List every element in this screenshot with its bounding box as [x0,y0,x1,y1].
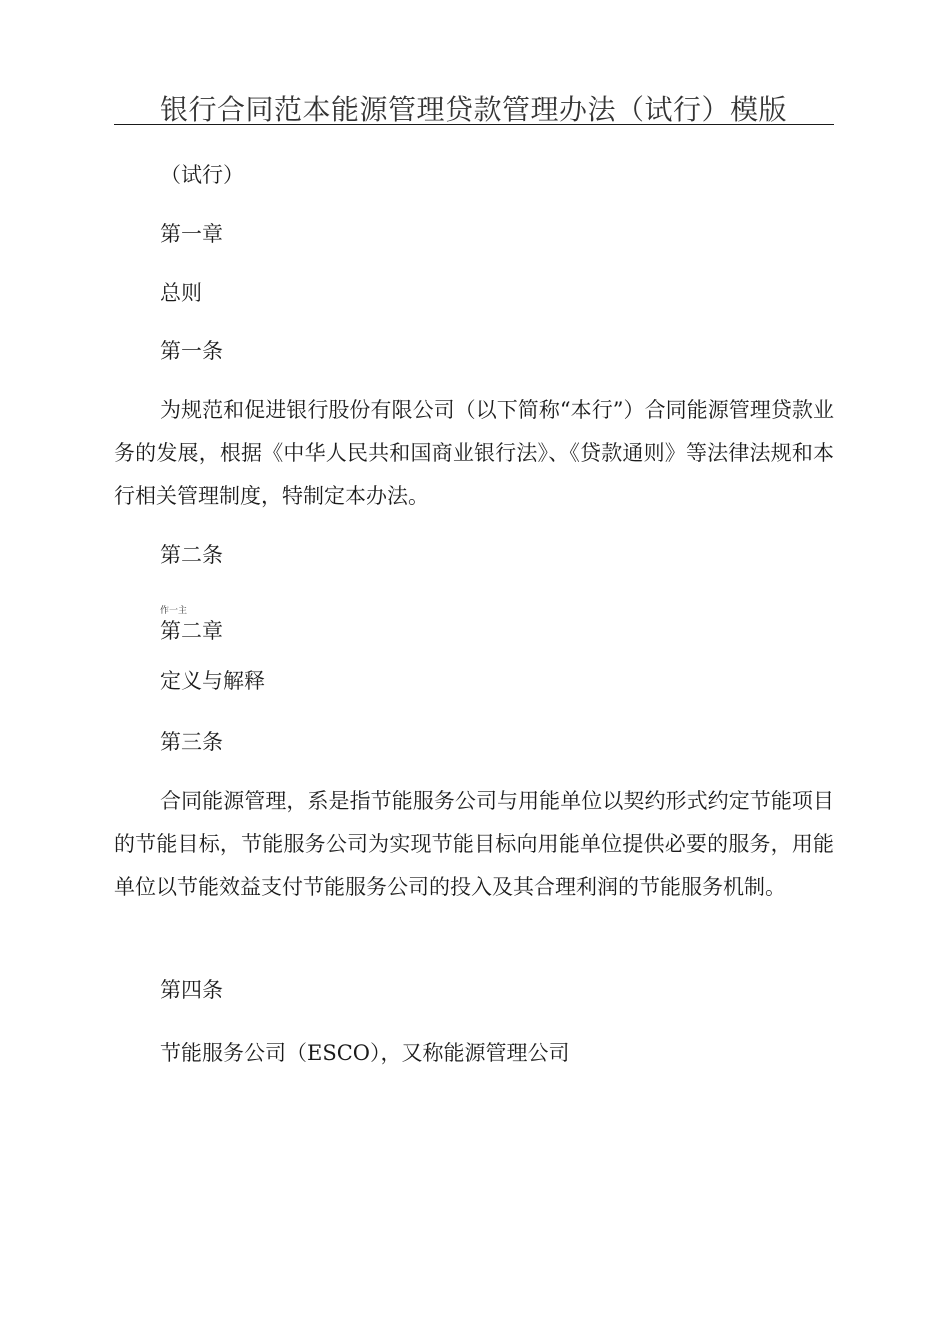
article-4-heading: 第四条 [160,978,223,1002]
article-1-paragraph: 为规范和促进银行股份有限公司（以下简称“本行”）合同能源管理贷款业务的发展，根据《中华人民共和国商业银行法》、《贷款通则》等法律法规和本行相关管理制度，特制定本办法。 [114,398,834,508]
article-4-paragraph: 节能服务公司（ESCO），又称能源管理公司 [160,1041,570,1065]
chapter-2-heading: 第二章 [160,619,223,643]
article-3-heading: 第三条 [160,730,223,754]
chapter-2-name: 定义与解释 [160,669,265,693]
chapter-1-name: 总则 [160,281,202,305]
chapter-1-heading: 第一章 [160,222,223,246]
article-2-heading: 第二条 [160,543,223,567]
document-title: 银行合同范本能源管理贷款管理办法（试行）模版 [160,93,788,126]
title-underline [114,124,834,125]
article-1-heading: 第一条 [160,339,223,363]
marginal-note: 作一主 [160,606,188,616]
article-3-paragraph: 合同能源管理，系是指节能服务公司与用能单位以契约形式约定节能项目的节能目标，节能服务公司为实现节能目标向用能单位提供必要的服务，用能单位以节能效益支付节能服务公司的投入及其合理利润的节能服务机制。 [114,789,834,899]
document-subtitle: （试行） [160,163,244,187]
